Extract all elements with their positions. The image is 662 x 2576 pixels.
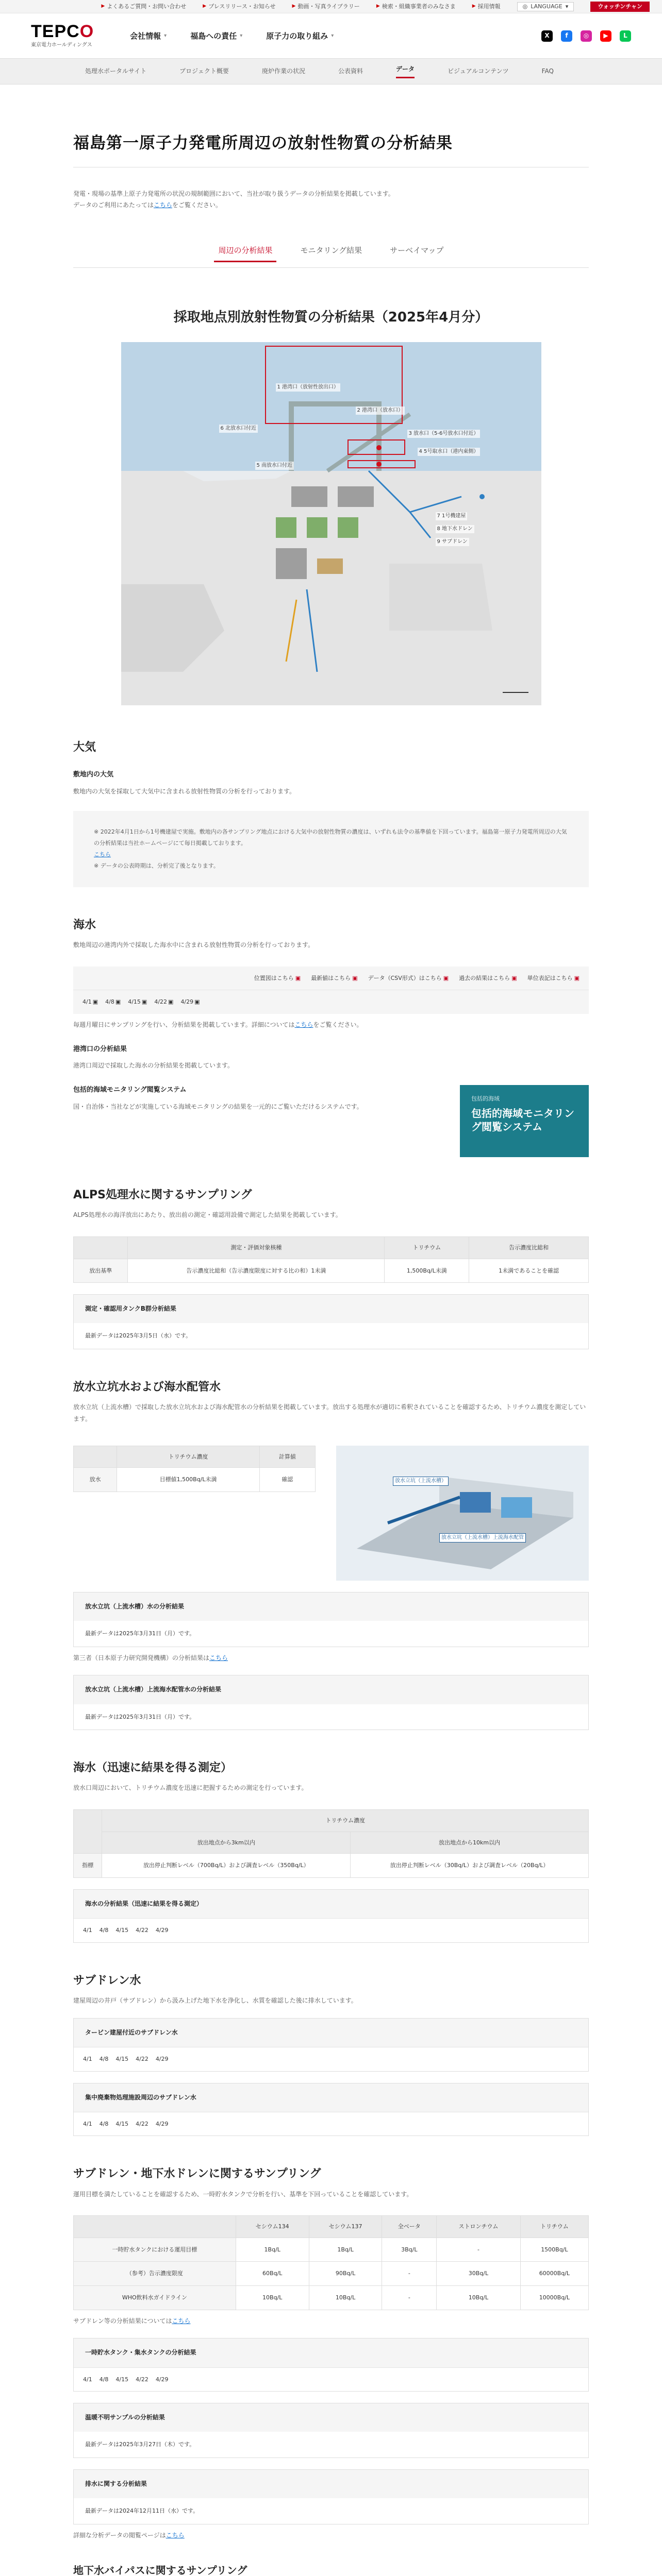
next-section-heading: 地下水バイパスに関するサンプリング: [73, 2564, 247, 2576]
sd-foot: 詳細な分析データの閲覧ページはこちら: [73, 2531, 185, 2539]
pdf-icon: ▣: [115, 998, 121, 1006]
chevron-down-icon: ▾: [331, 32, 334, 39]
sea-heading: 海水: [73, 918, 96, 931]
chevron-right-icon: ▶: [101, 4, 105, 9]
line-icon[interactable]: L: [620, 30, 631, 42]
pdf-icon: ▣: [141, 998, 147, 1006]
subnav-portal[interactable]: 処理水ポータルサイト: [85, 67, 147, 75]
sea-port-desc: 港湾口周辺で採取した海水の分析結果を掲載しています。: [73, 1062, 234, 1070]
sea-system-row: [73, 1085, 589, 1157]
date-link[interactable]: 4/1: [83, 2120, 92, 2127]
table-row: 一時貯水タンクにおける運用目標 1Bq/L 1Bq/L 3Bq/L - 1500Bq/L: [74, 2238, 589, 2262]
subnav-data[interactable]: データ: [396, 64, 415, 78]
outlet-card-2[interactable]: 放水立坑（上流水槽）上流海水配管水の分析結果 最新データは2025年3月31日（月）です。: [73, 1675, 589, 1730]
subdrain-heading: サブドレン水: [73, 1974, 141, 1987]
diagram-label-a: 放水立坑（上流水槽）: [393, 1477, 449, 1486]
sd-card-3[interactable]: 排水に関する分析結果 最新データは2024年12月11日（水）です。: [73, 2469, 589, 2524]
utility-link-library[interactable]: ▶ 動画・写真ライブラリー: [292, 3, 360, 10]
date-link[interactable]: 4/8: [99, 1927, 109, 1934]
pdf-icon: ▣: [168, 998, 174, 1006]
social-links: [541, 30, 631, 42]
date-link[interactable]: 4/29: [155, 2120, 169, 2127]
pdf-icon: ▣: [352, 974, 358, 981]
subnav-documents[interactable]: 公表資料: [338, 67, 363, 75]
date-link[interactable]: 4/29: [155, 1927, 169, 1934]
sub-nav: [0, 59, 662, 84]
alps-table: [73, 1236, 589, 1283]
utility-link-press[interactable]: ▶ プレスリリース・お知らせ: [203, 3, 276, 10]
alps-desc: ALPS処理水の海洋放出にあたり、放出前の測定・確認用設備で測定した結果を掲載しています。: [73, 1211, 342, 1219]
nav-company[interactable]: 会社情報 ▾: [130, 31, 167, 41]
sea-system-desc: 国・自治体・当社などが実施している海域モニタリングの結果を一元的にご覧いただけるシステムです。: [73, 1103, 363, 1110]
outlet-third-party: 第三者（日本原子力研究開発機構）の分析結果はこちら: [73, 1654, 228, 1662]
map-label-8[interactable]: 8 地下水ドレン: [436, 525, 474, 533]
date-link[interactable]: 4/1 ▣: [82, 997, 98, 1007]
sea-link-past[interactable]: 過去の結果はこちら ▣: [459, 974, 517, 981]
sea-detail-link[interactable]: こちら: [294, 1021, 313, 1028]
date-link[interactable]: 4/29: [155, 2376, 169, 2383]
diagram-label-b: 放水立坑（上流水槽）上流海水配管: [439, 1533, 526, 1543]
sea-link-bar: [73, 967, 589, 990]
table-header-row: セシウム134 セシウム137 全ベータ ストロンチウム トリチウム: [74, 2216, 589, 2238]
map-label-3[interactable]: 3 放水口（5-6号放水口付近）: [407, 430, 481, 438]
sea-link-csv[interactable]: データ（CSV形式）はこちら ▣: [368, 974, 449, 981]
tab-survey-map[interactable]: サーベイマップ: [390, 246, 444, 256]
subdrain-card-1: タービン建屋付近のサブドレン水 4/1 4/8 4/15 4/22 4/29: [73, 2018, 589, 2072]
date-link[interactable]: 4/22: [136, 2055, 148, 2062]
table-row: （参考）告示濃度限度 60Bq/L 90Bq/L - 30Bq/L 60000Bq/L: [74, 2262, 589, 2286]
outlet-heading: 放水立坑水および海水配管水: [73, 1381, 221, 1394]
date-link[interactable]: 4/22 ▣: [154, 997, 173, 1007]
youtube-icon[interactable]: ▶: [600, 30, 611, 42]
atmo-heading: 大気: [73, 740, 96, 754]
x-icon[interactable]: X: [541, 30, 553, 42]
alps-result-card[interactable]: 測定・確認用タンクB群分析結果 最新データは2025年3月5日（水）です。: [73, 1294, 589, 1349]
global-nav: [130, 30, 541, 42]
sd-foot-link[interactable]: こちら: [166, 2531, 185, 2539]
tepco-logo[interactable]: TEPCO 東京電力ホールディングス: [31, 21, 94, 48]
nav-nuclear[interactable]: 原子力の取り組み ▾: [266, 31, 334, 41]
map-label-5[interactable]: 5 南放水口付近: [255, 462, 294, 470]
atmo-note: ※ 2022年4月1日から1号機建屋で実施。敷地内の各サンプリング地点における大気中の放射性物質の濃度は、いずれも法令の基準値を下回っています。福島第一原子力発電所周辺の大気の分析結果は当社ホームページにて毎日掲載しております。 こちら ※ データの公表時期は、分析完了後となります。: [73, 811, 589, 887]
chevron-right-icon: ▶: [376, 4, 380, 9]
tab-surrounding[interactable]: 周辺の分析結果: [214, 244, 276, 262]
site-map-graphic: [121, 342, 541, 705]
date-link[interactable]: 4/29 ▣: [180, 997, 200, 1007]
sea-link-units[interactable]: 単位表記はこちら ▣: [527, 974, 580, 981]
table-header-row: トリチウム濃度 計算値: [74, 1446, 316, 1468]
sea-rapid-table: トリチウム濃度 放出地点から3km以内 放出地点から10km以内 指標 放出停止判断レベル（700Bq/L）および調査レベル（350Bq/L） 放出停止判断レベル（30Bq/L）および調査レベル（20Bq/L）: [73, 1809, 589, 1878]
subnav-overview[interactable]: プロジェクト概要: [179, 67, 229, 75]
main-content: [73, 84, 589, 2576]
outlet-row: [73, 1446, 589, 1581]
map-label-6[interactable]: 6 北放水口付近: [219, 425, 258, 433]
utility-link-careers[interactable]: ▶ 採用情報: [472, 3, 501, 10]
outlet-desc: 放水立坑（上流水槽）で採取した放水立坑水および海水配管水の分析結果を掲載しています。放出する処理水が適切に希釈されていることを確認するため、トリチウム濃度を測定しています。: [73, 1403, 586, 1423]
chevron-right-icon: ▶: [203, 4, 207, 9]
third-party-link[interactable]: こちら: [209, 1654, 228, 1662]
sd-sampling-note-link[interactable]: こちら: [172, 2317, 191, 2325]
utility-bar: [0, 0, 662, 13]
facebook-icon[interactable]: f: [561, 30, 572, 42]
date-link[interactable]: 4/8: [99, 2055, 109, 2062]
sea-date-row: [73, 990, 589, 1014]
language-select[interactable]: ◎ LANGUAGE ▾: [517, 2, 574, 11]
sea-detail: 毎週月曜日にサンプリングを行い、分析結果を掲載しています。詳細についてはこちらをご覧ください。: [73, 1021, 363, 1028]
pdf-icon: ▣: [295, 974, 301, 981]
chevron-down-icon: ▾: [240, 32, 243, 39]
sea-port-heading: 港湾口の分析結果: [73, 1045, 127, 1053]
date-link[interactable]: 4/15: [115, 2376, 129, 2383]
data-usage-link[interactable]: こちら: [154, 201, 173, 209]
page-title: 福島第一原子力発電所周辺の放射性物質の分析結果: [73, 131, 589, 167]
pdf-icon: ▣: [574, 974, 580, 981]
sea-desc: 敷地周辺の港湾内外で採取した海水中に含まれる放射性物質の分析を行っております。: [73, 941, 315, 948]
sea-link-location[interactable]: 位置図はこちら ▣: [254, 974, 301, 981]
sd-card-1: 一時貯水タンク・集水タンクの分析結果 4/1 4/8 4/15 4/22 4/29: [73, 2338, 589, 2392]
date-link[interactable]: 4/8 ▣: [105, 997, 121, 1007]
date-link[interactable]: 4/1: [83, 2055, 92, 2062]
section-tabs: [73, 244, 589, 268]
date-link[interactable]: 4/29: [155, 2055, 169, 2062]
sd-sampling-heading: サブドレン・地下水ドレンに関するサンプリング: [73, 2167, 321, 2181]
date-link[interactable]: 4/8: [99, 2120, 109, 2127]
atmo-note-link[interactable]: こちら: [94, 851, 111, 858]
intro-text: 発電・現場の基準上原子力発電所の状況の規制範囲において、当社が取り扱うデータの分析結果を掲載しています。 データのご利用にあたってはこちらをご覧ください。: [73, 190, 394, 209]
subnav-visual[interactable]: ビジュアルコンテンツ: [447, 67, 509, 75]
chevron-down-icon: ▾: [565, 3, 569, 10]
date-link[interactable]: 4/1: [83, 2376, 92, 2383]
monitoring-system-banner[interactable]: 包括的海域 包括的海域モニタリング閲覧システム: [460, 1085, 589, 1157]
tab-monitoring[interactable]: モニタリング結果: [300, 246, 362, 256]
date-link[interactable]: 4/15: [115, 2120, 129, 2127]
nav-fukushima[interactable]: 福島への責任 ▾: [190, 31, 243, 41]
date-link[interactable]: 4/1: [83, 1927, 92, 1934]
subnav-status[interactable]: 廃炉作業の状況: [261, 67, 305, 75]
atmo-desc: 敷地内の大気を採取して大気中に含まれる放射性物質の分析を行っております。: [73, 787, 296, 795]
date-link[interactable]: 4/15: [115, 2055, 129, 2062]
sd-card-2[interactable]: 温暖不明サンプルの分析結果 最新データは2025年3月27日（木）です。: [73, 2403, 589, 2458]
table-row: 放出基準 告示濃度比総和（告示濃度限度に対する比の和）1未満 1,500Bq/L未満 1未満であることを確認: [74, 1259, 589, 1283]
sd-sampling-desc: 運用目標を満たしていることを確認するため、一時貯水タンクで分析を行い、基準を下回っていることを確認しています。: [73, 2190, 413, 2198]
cta-button[interactable]: ウォッチンチャン: [590, 2, 650, 12]
date-link[interactable]: 4/15 ▣: [128, 997, 147, 1007]
sd-sampling-table: [73, 2215, 589, 2310]
pdf-icon: ▣: [194, 998, 200, 1006]
map-label-1[interactable]: 1 港湾口（放射性放出口）: [276, 383, 341, 392]
date-link[interactable]: 4/22: [136, 2376, 148, 2383]
chevron-right-icon: ▶: [472, 4, 476, 9]
map-label-7[interactable]: 7 1号機建屋: [436, 512, 468, 520]
utility-link-business[interactable]: ▶ 検索・組織事業者のみなさま: [376, 3, 456, 10]
csv-icon: ▣: [443, 974, 449, 981]
subdrain-desc: 建屋周辺の井戸（サブドレン）から汲み上げた地下水を浄化し、水質を確認した後に排水しています。: [73, 1996, 357, 2004]
outlet-card-1[interactable]: 放水立坑（上流水槽）水の分析結果 最新データは2025年3月31日（月）です。: [73, 1592, 589, 1647]
map-label-2[interactable]: 2 港湾口（放水口）: [356, 406, 405, 415]
sea-rapid-heading: 海水（迅速に結果を得る測定）: [73, 1761, 233, 1775]
subnav-faq[interactable]: FAQ: [541, 67, 554, 75]
pdf-icon: ▣: [92, 998, 98, 1006]
date-link[interactable]: 4/22: [136, 1927, 148, 1934]
table-row: WHO飲料水ガイドライン 10Bq/L 10Bq/L - 10Bq/L 10000Bq/L: [74, 2286, 589, 2310]
sd-sampling-note: サブドレン等の分析結果についてはこちら: [73, 2317, 191, 2325]
instagram-icon[interactable]: ◎: [581, 30, 592, 42]
chevron-down-icon: ▾: [164, 32, 167, 39]
outlet-diagram: [336, 1446, 589, 1581]
table-row: 指標 放出停止判断レベル（700Bq/L）および調査レベル（350Bq/L） 放出停止判断レベル（30Bq/L）および調査レベル（20Bq/L）: [74, 1854, 589, 1878]
sea-rapid-card: 海水の分析結果（迅速に結果を得る測定） 4/1 4/8 4/15 4/22 4/29: [73, 1889, 589, 1943]
sampling-map: [121, 342, 541, 705]
globe-icon: ◎: [522, 3, 528, 10]
alps-heading: ALPS処理水に関するサンプリング: [73, 1189, 252, 1202]
table-header-row: 測定・評価対象核種 トリチウム 告示濃度比総和: [74, 1237, 589, 1259]
sea-system-heading: 包括的海域モニタリング閲覧システム: [73, 1086, 187, 1094]
pdf-icon: ▣: [511, 974, 517, 981]
chevron-right-icon: ▶: [292, 4, 296, 9]
subdrain-card-2: 集中廃棄物処理施設周辺のサブドレン水 4/1 4/8 4/15 4/22 4/29: [73, 2083, 589, 2137]
date-link[interactable]: 4/15: [115, 1927, 129, 1934]
utility-link-faq[interactable]: ▶ よくあるご質問・お問い合わせ: [101, 3, 187, 10]
map-label-4[interactable]: 4 5号取水口（港内東側）: [418, 448, 481, 456]
outlet-table: [73, 1446, 316, 1492]
map-label-9[interactable]: 9 サブドレン: [436, 538, 469, 546]
sea-rapid-desc: 放水口周辺において、トリチウム濃度を迅速に把握するための測定を行っています。: [73, 1784, 308, 1792]
section-title: 採取地点別放射性物質の分析結果（2025年4月分）: [173, 310, 489, 326]
site-header: [0, 13, 662, 59]
date-link[interactable]: 4/8: [99, 2376, 109, 2383]
sea-link-latest[interactable]: 最新値はこちら ▣: [311, 974, 358, 981]
table-row: 放水 目標値1,500Bq/L未満 確認: [74, 1468, 316, 1492]
atmo-subheading: 敷地内の大気: [73, 770, 114, 778]
date-link[interactable]: 4/22: [136, 2120, 148, 2127]
